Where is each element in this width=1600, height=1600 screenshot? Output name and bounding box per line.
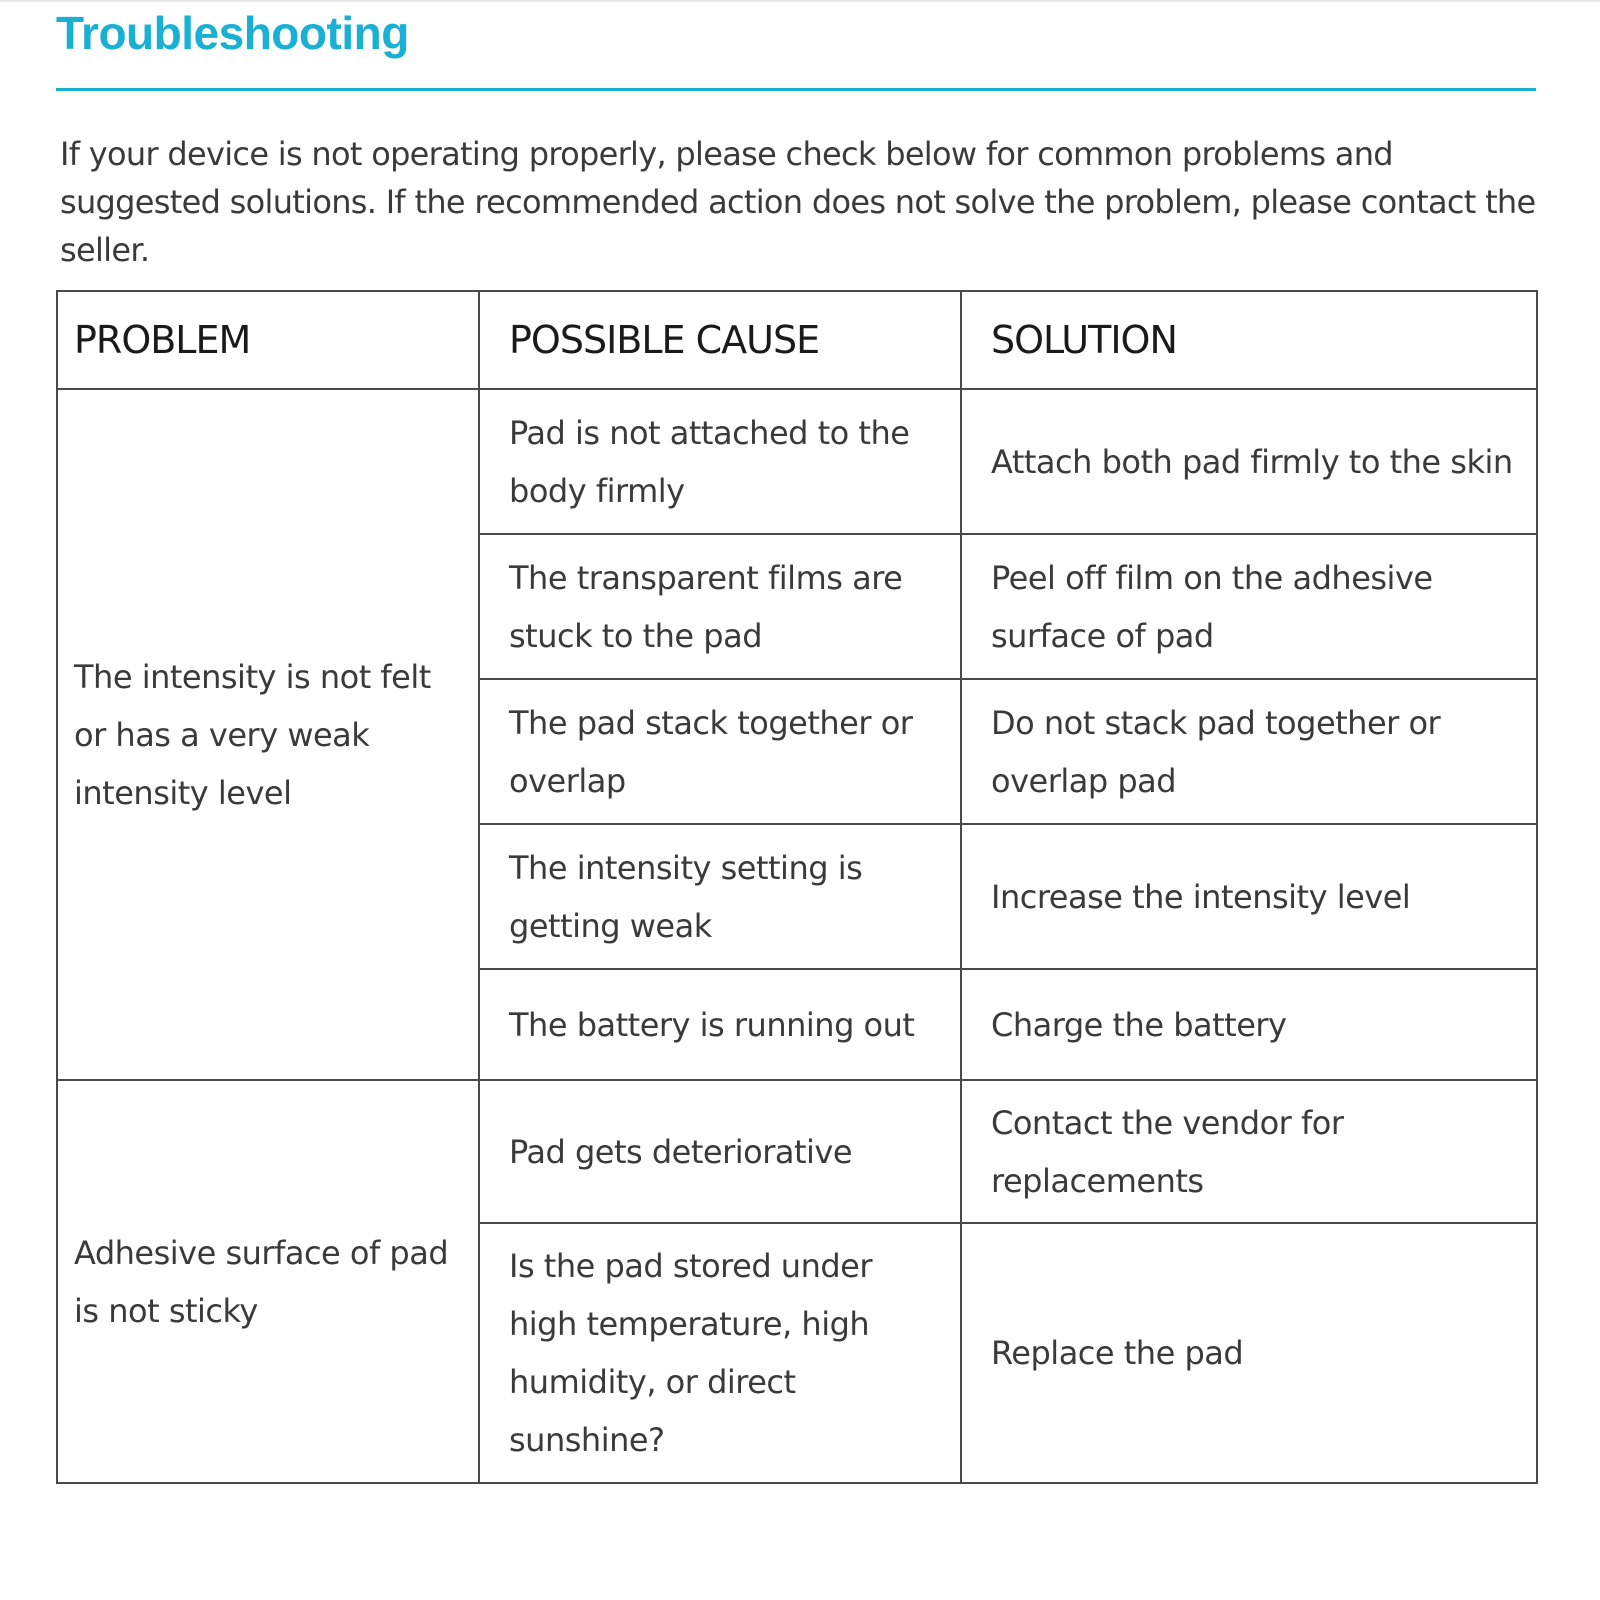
problem-cell: The intensity is not felt or has a very weak intensity level <box>57 389 479 1080</box>
header-solution: SOLUTION <box>961 291 1537 389</box>
header-problem: PROBLEM <box>57 291 479 389</box>
page-title: Troubleshooting <box>56 7 409 59</box>
solution-cell: Peel off film on the adhesive surface of pad <box>961 534 1537 679</box>
table-row <box>57 1080 1537 1223</box>
table-header-row <box>57 291 1537 389</box>
solution-cell: Replace the pad <box>961 1223 1537 1483</box>
troubleshooting-table <box>56 290 1538 1484</box>
title-underline <box>56 88 1536 91</box>
cause-cell: Pad is not attached to the body firmly <box>479 389 961 534</box>
problem-cell: Adhesive surface of pad is not sticky <box>57 1080 479 1483</box>
cause-cell: Pad gets deteriorative <box>479 1080 961 1223</box>
solution-cell: Charge the battery <box>961 969 1537 1080</box>
intro-paragraph: If your device is not operating properly, please check below for common problems and suggested solutions. If the recommended action does not solve the problem, please contact the seller. <box>60 135 1536 269</box>
cause-cell: The pad stack together or overlap <box>479 679 961 824</box>
solution-cell: Do not stack pad together or overlap pad <box>961 679 1537 824</box>
top-divider <box>0 0 1600 2</box>
cause-cell: The battery is running out <box>479 969 961 1080</box>
cause-cell: The intensity setting is getting weak <box>479 824 961 969</box>
solution-cell: Increase the intensity level <box>961 824 1537 969</box>
header-possible-cause: POSSIBLE CAUSE <box>479 291 961 389</box>
table-row <box>57 389 1537 534</box>
cause-cell: The transparent films are stuck to the pad <box>479 534 961 679</box>
cause-cell: Is the pad stored under high temperature, high humidity, or direct sunshine? <box>479 1223 961 1483</box>
solution-cell: Attach both pad firmly to the skin <box>961 389 1537 534</box>
solution-cell: Contact the vendor for replacements <box>961 1080 1537 1223</box>
